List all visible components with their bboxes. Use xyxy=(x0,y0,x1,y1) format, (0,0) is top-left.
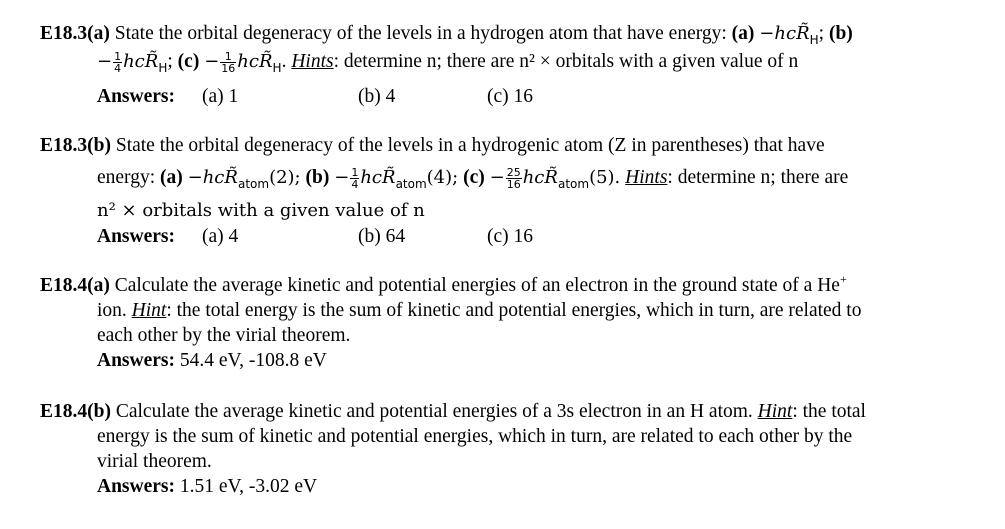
semicolon: ; xyxy=(818,23,825,44)
frac-num: 25 xyxy=(506,166,521,180)
ex2-answers-row xyxy=(97,225,697,249)
ex1-answer-a: (a) 1 xyxy=(202,86,239,107)
frac-den: 4 xyxy=(351,178,359,192)
ex1-label: E18.3(a) xyxy=(40,23,110,44)
ex4-line1-rest: : the total xyxy=(792,401,866,422)
ex2-hints-label: Hints xyxy=(625,167,668,188)
minus-sign: − xyxy=(334,167,350,188)
fraction xyxy=(220,51,236,74)
ex1-answers-row xyxy=(97,85,697,109)
ex3-line1 xyxy=(40,274,847,299)
ex4-hint-label: Hint xyxy=(757,401,793,422)
ex4-line2-text: energy is the sum of kinetic and potential energies, which in turn, are related to each other by the xyxy=(97,426,853,447)
rydberg-symbol: R̃ xyxy=(258,51,273,72)
semicolon: ; xyxy=(167,51,173,72)
ex1-answers-label: Answers: xyxy=(97,86,175,107)
subscript-h: H xyxy=(158,61,168,75)
ex2-label: E18.3(b) xyxy=(40,135,111,156)
subscript-h: H xyxy=(809,33,819,47)
ex2-line3-text: n² × orbitals with a given value of n xyxy=(97,200,425,221)
rydberg-symbol: R̃ xyxy=(144,51,159,72)
fraction xyxy=(506,167,522,190)
ex3-answers: 54.4 eV, -108.8 eV xyxy=(179,350,327,371)
ex2-part-c: (c) xyxy=(463,167,485,188)
subscript-atom: atom xyxy=(237,177,270,191)
ex2-part-a: (a) xyxy=(160,167,183,188)
fraction xyxy=(113,51,122,74)
ex1-part-c: (c) xyxy=(177,51,200,72)
ex3-line2 xyxy=(97,299,861,323)
ex3-hint-label: Hint xyxy=(131,300,167,321)
rydberg-symbol: R̃ xyxy=(796,23,810,44)
ex1-intro: State the orbital degeneracy of the levels in a hydrogen atom that have energy: xyxy=(114,23,727,44)
ex3-superscript: + xyxy=(839,272,847,286)
ex1-hints-text: : determine n; there are n² × orbitals with a given value of n xyxy=(333,51,799,72)
subscript-atom: atom xyxy=(557,177,590,191)
ex3-answers-label: Answers: xyxy=(97,350,175,371)
rydberg-symbol: R̃ xyxy=(224,167,238,188)
ex4-answers-label: Answers: xyxy=(97,476,175,497)
ex2-answer-c: (c) 16 xyxy=(487,226,534,247)
frac-den: 16 xyxy=(221,62,236,76)
ex2-answer-b: (b) 64 xyxy=(358,226,406,247)
subscript-atom: atom xyxy=(395,177,427,191)
ex2-z-a: (2); xyxy=(269,167,301,188)
subscript-h: H xyxy=(272,61,282,75)
hc-symbol: hc xyxy=(237,51,259,72)
ex4-line1-text: Calculate the average kinetic and potential energies of a 3s electron in an H atom. xyxy=(115,401,753,422)
minus-sign: − xyxy=(759,23,775,44)
hc-symbol: hc xyxy=(202,167,225,188)
minus-sign: − xyxy=(489,167,505,188)
rydberg-symbol: R̃ xyxy=(544,167,558,188)
ex2-answer-a: (a) 4 xyxy=(202,226,239,247)
hc-symbol: hc xyxy=(522,167,545,188)
ex2-part-b: (b) xyxy=(305,167,330,188)
ex2-intro: State the orbital degeneracy of the levels in a hydrogenic atom (Z in parentheses) that have xyxy=(115,135,825,156)
minus-sign: − xyxy=(187,167,203,188)
ex2-hints-text: : determine n; there are xyxy=(667,167,849,188)
hc-symbol: hc xyxy=(774,23,797,44)
minus-sign: − xyxy=(204,51,220,72)
ex4-line1 xyxy=(40,400,866,424)
ex4-line2 xyxy=(97,425,852,449)
ex3-line2-rest: : the total energy is the sum of kinetic and potential energies, which in turn, are related to xyxy=(166,300,862,321)
ex4-line3 xyxy=(97,450,212,474)
ex3-label: E18.4(a) xyxy=(40,275,110,296)
ex4-label: E18.4(b) xyxy=(40,401,111,422)
ex1-line2 xyxy=(97,50,798,75)
ex1-part-b: (b) xyxy=(828,23,853,44)
frac-num: 1 xyxy=(351,166,359,180)
ex1-part-a: (a) xyxy=(731,23,755,44)
ex2-line2 xyxy=(97,166,848,191)
ex3-line2-start: ion. xyxy=(97,300,127,321)
ex1-answer-b: (b) 4 xyxy=(358,86,396,107)
frac-num: 1 xyxy=(220,51,236,63)
frac-den: 16 xyxy=(506,178,521,192)
minus-sign: − xyxy=(97,51,113,72)
ex1-hints-label: Hints xyxy=(291,51,334,72)
ex3-line3 xyxy=(97,324,350,348)
frac-num: 1 xyxy=(114,50,122,64)
ex3-line3-text: each other by the virial theorem. xyxy=(97,325,351,346)
rydberg-symbol: R̃ xyxy=(382,167,396,188)
ex1-answer-c: (c) 16 xyxy=(487,86,534,107)
ex2-line3 xyxy=(97,199,425,223)
fraction xyxy=(350,167,359,190)
period: . xyxy=(281,51,287,72)
ex4-line3-text: virial theorem. xyxy=(97,451,212,472)
ex2-answers-label: Answers: xyxy=(97,226,175,247)
ex3-line1-text: Calculate the average kinetic and potential energies of an electron in the ground state of a He xyxy=(114,275,840,296)
ex2-line1 xyxy=(40,134,825,158)
hc-symbol: hc xyxy=(123,51,145,72)
hc-symbol: hc xyxy=(360,167,382,188)
ex2-energy-word: energy: xyxy=(97,167,156,188)
ex4-answers-row xyxy=(97,475,317,499)
ex4-answers: 1.51 eV, -3.02 eV xyxy=(179,476,318,497)
frac-den: 4 xyxy=(114,62,122,76)
ex2-z-c: (5). xyxy=(589,167,621,188)
ex1-line1 xyxy=(40,22,853,47)
ex2-z-b: (4); xyxy=(426,167,459,188)
ex3-answers-row xyxy=(97,349,327,373)
